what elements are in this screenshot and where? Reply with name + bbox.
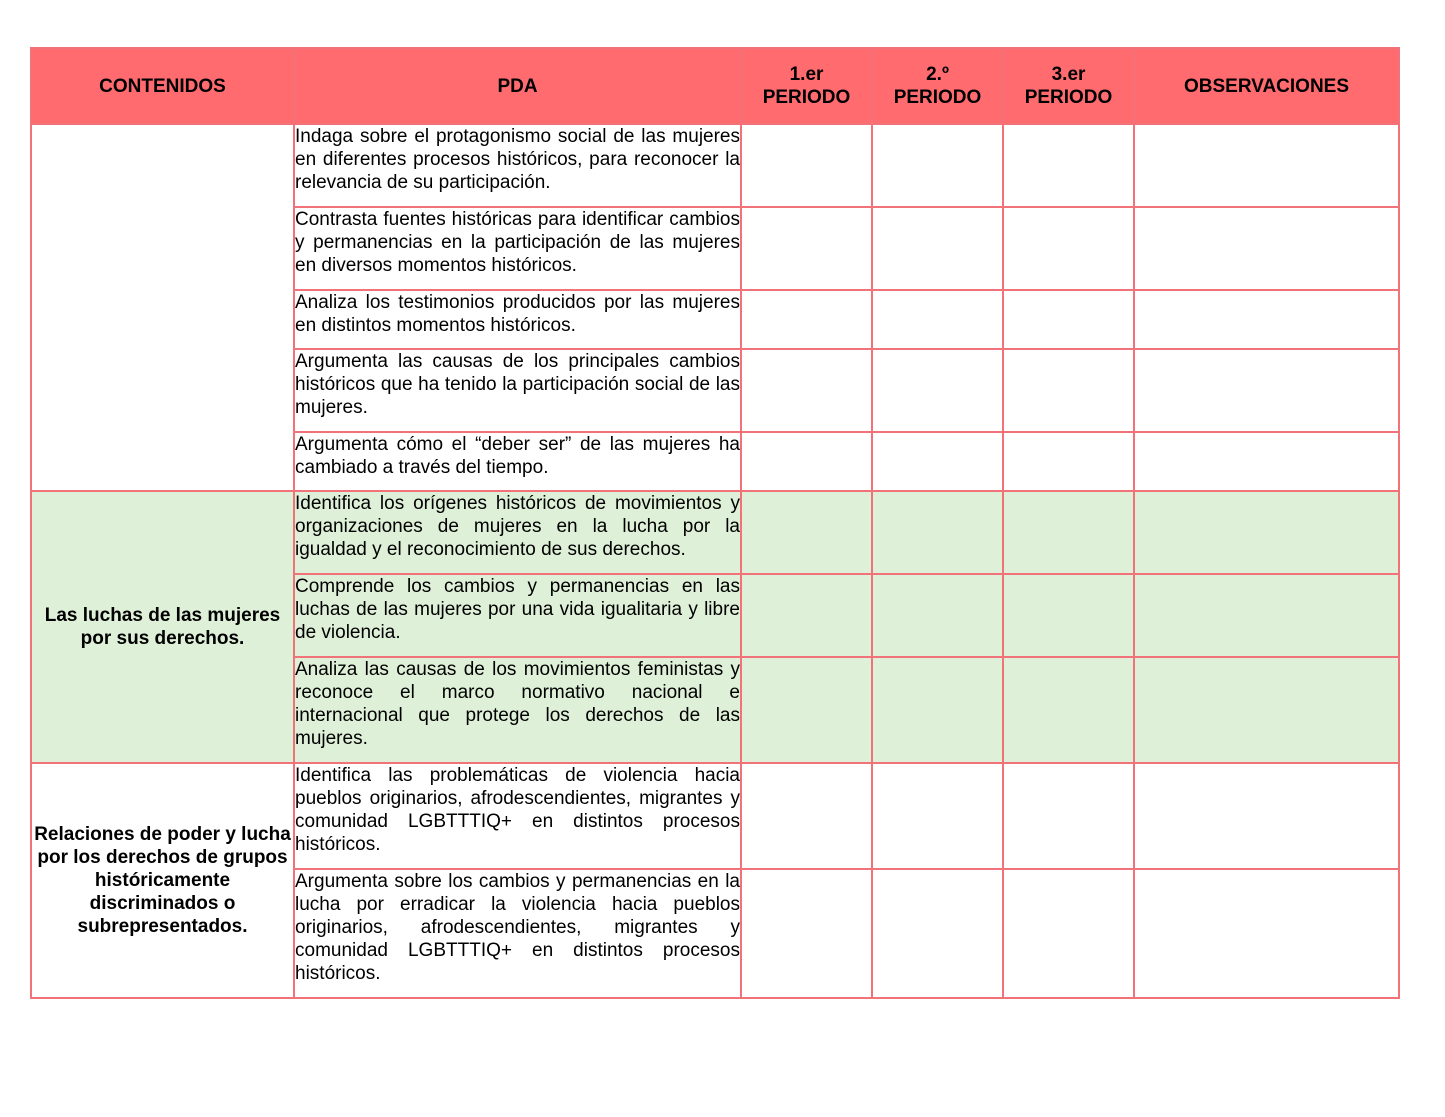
pda-cell — [294, 491, 741, 574]
header-periodo-1 — [741, 48, 872, 124]
table-row — [31, 491, 1399, 574]
periodo-1-cell[interactable] — [741, 657, 872, 763]
pda-text: Identifica las problemáticas de violencia hacia pueblos originarios, afrodescendientes, migrantes y comunidad LGBTTTIQ+ en distintos procesos históricos. — [295, 765, 740, 855]
observaciones-cell[interactable] — [1134, 349, 1399, 432]
contenido-cell: Las luchas de las mujeres por sus derechos. — [31, 491, 294, 763]
periodo-1-cell[interactable] — [741, 207, 872, 290]
pda-cell — [294, 763, 741, 869]
periodo-1-cell[interactable] — [741, 349, 872, 432]
header-periodo-2-number: 2.º — [926, 64, 949, 85]
pda-cell — [294, 349, 741, 432]
periodo-3-cell[interactable] — [1003, 349, 1134, 432]
pda-text: Argumenta las causas de los principales cambios históricos que ha tenido la participación social de las mujeres. — [295, 351, 740, 418]
pda-cell — [294, 657, 741, 763]
pda-cell — [294, 207, 741, 290]
header-pda: PDA — [294, 48, 741, 124]
header-periodo-2-label: PERIODO — [893, 87, 982, 108]
observaciones-cell[interactable] — [1134, 491, 1399, 574]
periodo-1-cell[interactable] — [741, 869, 872, 998]
table-row — [31, 124, 1399, 207]
contenido-cell: Relaciones de poder y lucha por los derechos de grupos históricamente discriminados o subrepresentados. — [31, 763, 294, 998]
periodo-2-cell[interactable] — [872, 869, 1003, 998]
pda-text: Contrasta fuentes históricas para identificar cambios y permanencias en la participación de las mujeres en diversos momentos históricos. — [295, 209, 740, 276]
header-periodo-3-number: 3.er — [1051, 64, 1086, 85]
periodo-2-cell[interactable] — [872, 491, 1003, 574]
header-row — [31, 48, 1399, 124]
pda-text: Indaga sobre el protagonismo social de las mujeres en diferentes procesos históricos, para reconocer la relevancia de su participación. — [295, 126, 740, 193]
pda-text: Analiza las causas de los movimientos feministas y reconoce el marco normativo nacional e internacional que protege los derechos de las mujeres. — [295, 659, 740, 749]
periodo-3-cell[interactable] — [1003, 432, 1134, 491]
observaciones-cell[interactable] — [1134, 207, 1399, 290]
periodo-2-cell[interactable] — [872, 124, 1003, 207]
observaciones-cell[interactable] — [1134, 290, 1399, 349]
pda-cell — [294, 432, 741, 491]
header-observaciones: OBSERVACIONES — [1134, 48, 1399, 124]
periodo-3-cell[interactable] — [1003, 124, 1134, 207]
periodo-2-cell[interactable] — [872, 574, 1003, 657]
header-periodo-2 — [872, 48, 1003, 124]
evaluation-table — [30, 47, 1400, 999]
pda-cell — [294, 574, 741, 657]
contenido-cell — [31, 124, 294, 491]
periodo-2-cell[interactable] — [872, 349, 1003, 432]
pda-text: Identifica los orígenes históricos de movimientos y organizaciones de mujeres en la lucha por la igualdad y el reconocimiento de sus derechos. — [295, 493, 740, 560]
periodo-2-cell[interactable] — [872, 657, 1003, 763]
pda-text: Argumenta sobre los cambios y permanencias en la lucha por erradicar la violencia hacia pueblos originarios, afrodescendientes, migrantes y comunidad LGBTTTIQ+ en distintos procesos históricos. — [295, 871, 740, 984]
header-periodo-3-label: PERIODO — [1024, 87, 1113, 108]
observaciones-cell[interactable] — [1134, 657, 1399, 763]
periodo-2-cell[interactable] — [872, 763, 1003, 869]
periodo-1-cell[interactable] — [741, 290, 872, 349]
periodo-1-cell[interactable] — [741, 124, 872, 207]
pda-cell — [294, 869, 741, 998]
periodo-3-cell[interactable] — [1003, 290, 1134, 349]
periodo-3-cell[interactable] — [1003, 869, 1134, 998]
observaciones-cell[interactable] — [1134, 574, 1399, 657]
periodo-3-cell[interactable] — [1003, 207, 1134, 290]
pda-cell — [294, 124, 741, 207]
table-row — [31, 763, 1399, 869]
header-periodo-3 — [1003, 48, 1134, 124]
periodo-2-cell[interactable] — [872, 432, 1003, 491]
periodo-1-cell[interactable] — [741, 763, 872, 869]
observaciones-cell[interactable] — [1134, 124, 1399, 207]
header-periodo-1-number: 1.er — [789, 64, 824, 85]
periodo-3-cell[interactable] — [1003, 574, 1134, 657]
pda-text: Analiza los testimonios producidos por las mujeres en distintos momentos históricos. — [295, 292, 740, 336]
observaciones-cell[interactable] — [1134, 869, 1399, 998]
observaciones-cell[interactable] — [1134, 432, 1399, 491]
pda-text: Comprende los cambios y permanencias en las luchas de las mujeres por una vida igualitaria y libre de violencia. — [295, 576, 740, 643]
periodo-1-cell[interactable] — [741, 574, 872, 657]
pda-cell — [294, 290, 741, 349]
periodo-2-cell[interactable] — [872, 207, 1003, 290]
periodo-3-cell[interactable] — [1003, 491, 1134, 574]
periodo-2-cell[interactable] — [872, 290, 1003, 349]
periodo-1-cell[interactable] — [741, 432, 872, 491]
periodo-1-cell[interactable] — [741, 491, 872, 574]
periodo-3-cell[interactable] — [1003, 763, 1134, 869]
periodo-3-cell[interactable] — [1003, 657, 1134, 763]
pda-text: Argumenta cómo el “deber ser” de las mujeres ha cambiado a través del tiempo. — [295, 434, 740, 478]
header-contenidos: CONTENIDOS — [31, 48, 294, 124]
observaciones-cell[interactable] — [1134, 763, 1399, 869]
header-periodo-1-label: PERIODO — [762, 87, 851, 108]
